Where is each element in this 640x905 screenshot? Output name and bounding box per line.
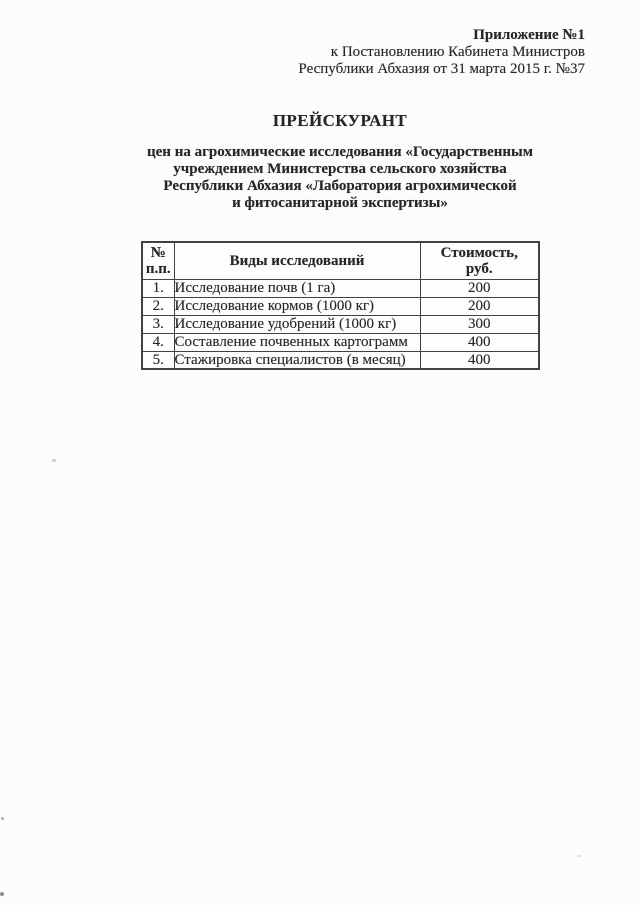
price-table [141, 241, 540, 370]
scan-speck [0, 892, 4, 896]
scan-speck [52, 459, 56, 462]
scan-speck [1, 817, 4, 820]
table-row [142, 297, 539, 315]
subtitle-line-1: цен на агрохимические исследования «Государственным [147, 144, 533, 160]
row-cost: 300 [420, 315, 539, 333]
row-type: Исследование кормов (1000 кг) [174, 297, 420, 315]
subtitle-line-2: учреждением Министерства сельского хозяйства [173, 161, 507, 177]
table-row [142, 351, 539, 369]
row-type: Исследование удобрений (1000 кг) [174, 315, 420, 333]
col-header-cost-line-2: руб. [465, 260, 493, 277]
table-row [142, 315, 539, 333]
document-page [40, 0, 640, 370]
scan-speck [577, 855, 581, 857]
row-cost: 400 [420, 333, 539, 351]
col-header-cost [420, 242, 539, 279]
table-row [142, 333, 539, 351]
annex-resolution-line: к Постановлению Кабинета Министров [330, 44, 585, 60]
table-header-row [142, 242, 539, 279]
row-type: Исследование почв (1 га) [174, 279, 420, 297]
row-cost: 200 [420, 279, 539, 297]
price-table-container [141, 241, 539, 370]
col-header-num-line-2: п.п. [145, 260, 171, 277]
col-header-types: Виды исследований [174, 242, 420, 279]
annex-number: Приложение №1 [473, 27, 585, 43]
row-number: 1. [142, 279, 174, 297]
row-type: Стажировка специалистов (в месяц) [174, 351, 420, 369]
row-cost: 200 [420, 297, 539, 315]
subtitle-line-3: Республики Абхазия «Лаборатория агрохимической [163, 178, 517, 194]
row-cost: 400 [420, 351, 539, 369]
col-header-cost-line-1: Стоимость, [440, 244, 518, 261]
col-header-num [142, 242, 174, 279]
row-number: 4. [142, 333, 174, 351]
row-number: 5. [142, 351, 174, 369]
annex-date-line: Республики Абхазия от 31 марта 2015 г. №37 [298, 61, 585, 77]
col-header-num-line-1: № [150, 244, 166, 261]
subtitle-block [40, 144, 640, 212]
annex-reference-block [40, 27, 640, 78]
row-number: 3. [142, 315, 174, 333]
row-type: Составление почвенных картограмм [174, 333, 420, 351]
table-row [142, 279, 539, 297]
subtitle-line-4: и фитосанитарной экспертизы» [232, 195, 448, 211]
page-title: ПРЕЙСКУРАНТ [272, 111, 408, 130]
row-number: 2. [142, 297, 174, 315]
